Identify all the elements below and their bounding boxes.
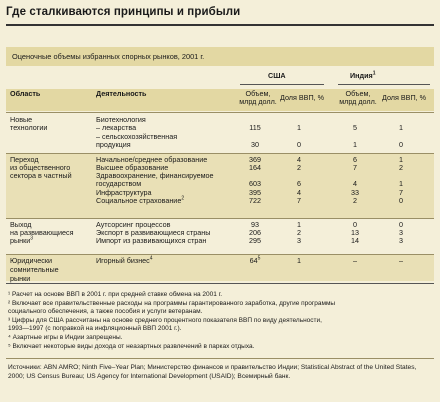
source-line: Источники: ABN AMRO; Ninth Five–Year Plan; Министерство финансов и правительство Индии; Statistical Abstract of the United States, — [8, 364, 417, 371]
cell-area: Юридически — [10, 256, 52, 265]
cell-india-volume: 4 — [353, 179, 357, 188]
cell-activity: Инфраструктура — [96, 188, 152, 197]
cell-activity: продукция — [96, 140, 131, 149]
cell-area: на развивающиеся — [10, 228, 74, 237]
cell-usa-volume: 722 — [249, 196, 261, 205]
header-rule — [6, 112, 434, 113]
cell-india-volume: 5 — [353, 123, 357, 132]
section-rule — [6, 153, 434, 154]
cell-usa-gdp: 7 — [297, 196, 301, 205]
cell-activity: Импорт из развивающихся стран — [96, 236, 207, 245]
cell-activity: – сельскохозяйственная — [96, 132, 178, 141]
cell-area: рынки$^3$ — [10, 235, 34, 245]
footnote-rule — [6, 358, 434, 359]
cell-usa-gdp: 2 — [297, 163, 301, 172]
cell-activity: Аутсорсинг процессов — [96, 220, 171, 229]
cell-area: Переход — [10, 155, 39, 164]
cell-area: Новые — [10, 115, 33, 124]
header-usa-gdp: Доля ВВП, % — [280, 93, 325, 102]
cell-activity: – лекарства — [96, 123, 137, 132]
cell-activity: Игорный бизнес$^4$ — [96, 255, 153, 265]
cell-india-volume: 2 — [353, 196, 357, 205]
cell-usa-gdp: 4 — [297, 188, 301, 197]
usa-group-line — [240, 84, 324, 85]
cell-usa-gdp: 4 — [297, 155, 301, 164]
cell-india-gdp: 1 — [399, 155, 403, 164]
cell-usa-gdp: 1 — [297, 220, 301, 229]
cell-area: Выход — [10, 220, 32, 229]
cell-india-gdp: 7 — [399, 188, 403, 197]
table-bottom-rule — [6, 283, 434, 284]
cell-india-gdp: 1 — [399, 123, 403, 132]
header-area: Область — [10, 89, 41, 98]
footnote: ³ Цифры для США рассчитаны на основе среднего процентного показателя ВВП по виду деятельности, — [8, 316, 322, 324]
cell-activity: Высшее образование — [96, 163, 169, 172]
footnote: ⁵ Включает некоторые виды дохода от неазартных развлечений в парках отдыха. — [8, 342, 255, 350]
cell-india-gdp: 0 — [399, 196, 403, 205]
cell-india-volume: – — [353, 256, 357, 265]
cell-india-gdp: 3 — [399, 236, 403, 245]
cell-usa-gdp: 2 — [297, 228, 301, 237]
cell-india-gdp: 1 — [399, 179, 403, 188]
cell-india-gdp: – — [399, 256, 403, 265]
header-usa-volume: Объем, млрд долл. — [239, 89, 277, 107]
page-title: Где сталкиваются принципы и прибыли — [6, 6, 241, 18]
source-line: 2000; US Census Bureau; US Agency for International Development (USAID); Всемирный банк. — [8, 373, 291, 380]
cell-usa-gdp: 6 — [297, 179, 301, 188]
cell-india-gdp: 0 — [399, 220, 403, 229]
cell-usa-gdp: 1 — [297, 123, 301, 132]
title-rule — [6, 24, 434, 26]
header-india-volume: Объем, млрд долл. — [339, 89, 377, 107]
cell-usa-volume: 369 — [249, 155, 261, 164]
footnote: 1993—1997 (с поправкой на инфляционный ВВП 2001 г.). — [8, 325, 182, 333]
cell-area: технологии — [10, 123, 48, 132]
cell-india-volume: 14 — [351, 236, 359, 245]
cell-activity: Биотехнология — [96, 115, 146, 124]
cell-india-volume: 6 — [353, 155, 357, 164]
cell-india-gdp: 0 — [399, 140, 403, 149]
header-activity: Деятельность — [96, 89, 147, 98]
cell-activity: Начальное/среднее образование — [96, 155, 208, 164]
cell-usa-volume: 30 — [251, 140, 259, 149]
cell-india-volume: 7 — [353, 163, 357, 172]
cell-usa-volume: 164 — [249, 163, 261, 172]
cell-area: из общественного — [10, 163, 71, 172]
cell-usa-volume: 295 — [249, 236, 261, 245]
cell-india-gdp: 2 — [399, 163, 403, 172]
cell-usa-volume: $64^5$ — [249, 255, 261, 265]
cell-usa-volume: 603 — [249, 179, 261, 188]
cell-area: рынки — [10, 274, 31, 283]
footnote: ¹ Расчет на основе ВВП в 2001 г. при средней ставке обмена на 2001 г. — [8, 291, 223, 298]
cell-usa-volume: 206 — [249, 228, 261, 237]
cell-usa-volume: 115 — [249, 123, 261, 132]
footnote: ⁴ Азартные игры в Индии запрещены. — [8, 334, 123, 341]
india-group-line — [338, 84, 430, 85]
cell-india-volume: 33 — [351, 188, 359, 197]
cell-india-volume: 1 — [353, 140, 357, 149]
footnote: ² Включает все правительственные расходы на программы гарантированного заработка, другие программы — [8, 299, 336, 307]
cell-activity: Здравоохранение, финансируемое — [96, 171, 214, 180]
group-india: Индия$^1$ — [350, 70, 376, 80]
cell-india-volume: 13 — [351, 228, 359, 237]
cell-activity: Социальное страхование$^2$ — [96, 195, 185, 205]
cell-activity: государством — [96, 179, 142, 188]
footnote: социального обеспечения, а также пособия и услуги ветеранам. — [8, 308, 203, 316]
section-rule — [6, 254, 434, 255]
cell-usa-gdp: 3 — [297, 236, 301, 245]
cell-area: сомнительные — [10, 265, 59, 274]
cell-activity: Экспорт в развивающиеся страны — [96, 228, 211, 237]
section-rule — [6, 218, 434, 219]
cell-usa-gdp: 1 — [297, 256, 301, 265]
cell-area: сектора в частный — [10, 171, 72, 180]
cell-india-volume: 0 — [353, 220, 357, 229]
table-subtitle: Оценочные объемы избранных спорных рынков, 2001 г. — [12, 52, 205, 61]
cell-usa-volume: 93 — [251, 220, 259, 229]
cell-usa-volume: 395 — [249, 188, 261, 197]
cell-india-gdp: 3 — [399, 228, 403, 237]
cell-usa-gdp: 0 — [297, 140, 301, 149]
group-usa: США — [268, 71, 286, 80]
header-india-gdp: Доля ВВП, % — [382, 93, 427, 102]
